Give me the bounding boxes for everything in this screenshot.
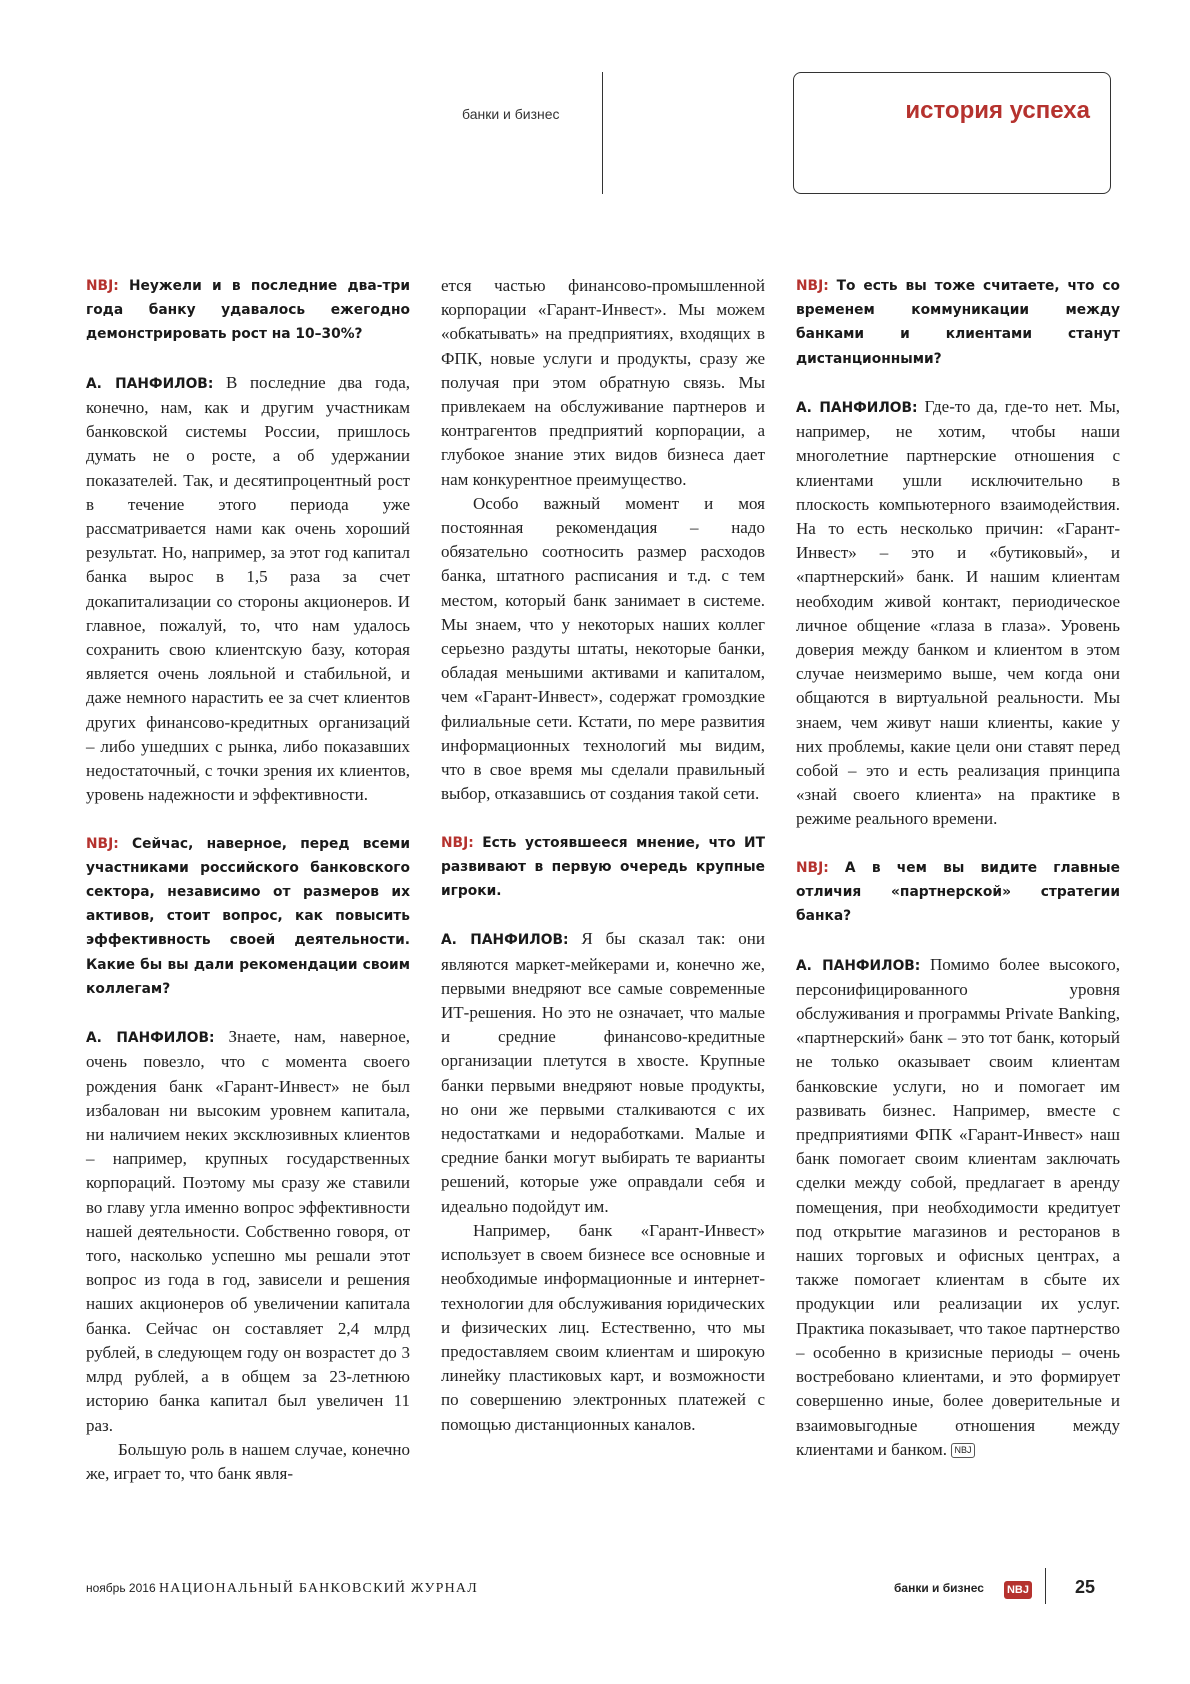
question-text: Сейчас, наверное, перед всеми участниками российского банковского сектора, независимо от размеров их активов, стоит вопрос, как повысить эффективность своей деятельности. Какие бы вы дали рекомендации своим коллегам? [86, 835, 410, 997]
page-number: 25 [1075, 1577, 1096, 1597]
end-mark-icon: NBJ [951, 1443, 975, 1458]
answer-text: Помимо более высокого, персонифицированного уровня обслуживания и программы Private Banking, «партнерский» банк – это тот банк, который не только оказывает своим клиентам банковские услуги, но и помогает им развивать бизнес. Например, вместе с предприятиями ФПК «Гарант-Инвест» наш банк помогает своим клиентам заключать сделки между собой, предлагает в аренду помещения, при необходимости кредитует под открытие магазинов и ресторанов в наших торговых и офисных центрах, а также помогает клиентам в сбыте их продукции или реализации их услуг. Практика показывает, что такое партнерство – особенно в кризисные периоды – очень востребовано клиентами, и это формирует совершенно иные, более доверительные и взаимовыгодные отношения между клиентами и банком. [796, 954, 1120, 1459]
rubric-title: история успеха [905, 97, 1090, 124]
footer-divider [1045, 1568, 1046, 1604]
journal-name: НАЦИОНАЛЬНЫЙ БАНКОВСКИЙ ЖУРНАЛ [158, 1581, 478, 1596]
question-4 [796, 274, 1120, 371]
footer-left [86, 1581, 478, 1597]
issue-date: ноябрь 2016 [86, 1581, 156, 1595]
speaker-tag: NBJ: [441, 834, 474, 851]
answer-4 [796, 395, 1120, 832]
speaker-name: А. ПАНФИЛОВ: [796, 400, 918, 416]
answer-text: Знаете, нам, наверное, очень повезло, что с момента своего рождения банк «Гарант-Инвест» не был избалован ни высоким уровнем капитала, ни наличием неких эксклюзивных клиентов – например, крупных государственных корпораций. Поэтому мы сразу же ставили во главу угла именно вопрос эффективности нашей деятельности. Собственно говоря, от того, насколько успешно мы решали этот вопрос из года в год, зависели и решения наших акционеров об увеличении капитала банка. Сейчас он составляет 2,4 млрд рублей, в следующем году он возрастет до 3 млрд рублей, а в общем за 23-летнюю историю банка капитал был увеличен 11 раз. [86, 1027, 410, 1435]
nbj-logo: NBJ [1004, 1581, 1032, 1599]
speaker-tag: NBJ: [796, 278, 829, 294]
paragraph: Особо важный момент и моя постоянная рекомендация – надо обязательно соотносить размер расходов банка, штатного расписания и т.д. с тем местом, который банк занимает в системе. Мы знаем, что у некоторых наших коллег серьезно раздуты штаты, некоторые банки, обладая меньшими активами и капиталом, чем «Гарант-Инвест», содержат громоздкие филиальные сети. Кстати, по мере развития информационных технологий мы видим, что в свое время мы сделали правильный выбор, отказавшись от создания такой сети. [441, 493, 765, 804]
paragraph: Например, банк «Гарант-Инвест» использует в своем бизнесе все основные и необходимые информационные и интернет-технологии для обслуживания юридических и физических лиц. Естественно, что мы предоставляем своим клиентам и широкую линейку пластиковых карт, и возможности по совершению электронных платежей с помощью дистанционных каналов. [441, 1220, 765, 1434]
footer-section: банки и бизнес [894, 1581, 984, 1595]
paragraph: ется частью финансово-промышленной корпорации «Гарант-Инвест». Мы можем «обкатывать» на предприятиях, входящих в ФПК, новые услуги и продукты, сразу же получая при этом обратную связь. Мы привлекаем на обслуживание партнеров и контрагентов предприятий корпорации, а глубокое знание этих видов бизнеса дает нам конкурентное преимущество. [441, 276, 765, 489]
answer-2 [86, 1025, 410, 1437]
answer-text: Где-то да, где-то нет. Мы, например, не хотим, чтобы наши многолетние партнерские отношения с клиентами ушли исключительно в плоскость компьютерного взаимодействия. На то есть несколько причин: «Гарант-Инвест» – это и «бутиковый», и «партнерский» банк. И нашим клиентам необходим живой контакт, периодическое личное общение «глаза в глаза». Уровень доверия между банком и клиентом в этом случае неизмеримо выше, чем когда они общаются в виртуальной реальности. Мы знаем, чем живут наши клиенты, какие у них проблемы, какие цели они ставят перед собой – это и есть реализация принципа «знай своего клиента» на практике в режиме реального времени. [796, 397, 1121, 829]
answer-5 [796, 953, 1120, 1462]
speaker-name: А. ПАНФИЛОВ: [441, 932, 569, 949]
speaker-name: А. ПАНФИЛОВ: [86, 1030, 215, 1047]
section-label: банки и бизнес [462, 106, 560, 122]
speaker-name: А. ПАНФИЛОВ: [86, 375, 214, 392]
speaker-tag: NBJ: [86, 278, 119, 294]
speaker-tag: NBJ: [796, 859, 829, 876]
question-text: То есть вы тоже считаете, что со временем коммуникации между банками и клиентами станут дистанционными? [796, 278, 1120, 367]
question-5 [796, 856, 1120, 929]
answer-text: Я бы сказал так: они являются маркет-мейкерами и, конечно же, первыми внедряют все самые современные ИТ-решения. Но это не означает, что малые и средние финансово-кредитные организации плетутся в хвосте. Крупные банки первыми внедряют новые продукты, но они же первыми сталкиваются с их недостатками и недоработками. Малые и средние банки могут выбирать те варианты решений, которые уже оправдали себя и идеально подойдут им. [441, 929, 765, 1216]
rubric-box [793, 72, 1111, 194]
column-2 [441, 274, 765, 1437]
question-text: Есть устоявшееся мнение, что ИТ развивают в первую очередь крупные игроки. [441, 834, 765, 900]
question-3 [441, 831, 765, 904]
answer-1 [86, 371, 410, 808]
column-3 [796, 274, 1120, 1462]
question-text: Неужели и в последние два-три года банку удавалось ежегодно демонстрировать рост на 10–30%? [86, 278, 410, 343]
column-1 [86, 274, 410, 1486]
question-1 [86, 274, 410, 347]
speaker-tag: NBJ: [86, 835, 119, 852]
header-divider [602, 72, 603, 194]
answer-text: В последние два года, конечно, нам, как и другим участникам банковской системы России, пришлось думать не о росте, а об удержании показателей. Так, и десятипроцентный рост в течение этого периода уже рассматривается нами как очень хороший результат. Но, например, за этот год капитал банка вырос в 1,5 раза за счет докапитализации со стороны акционеров. И главное, пожалуй, то, что нам удалось сохранить свою клиентскую базу, которая является очень лояльной и стабильной, и даже немного нарастить ее за счет клиентов других финансово-кредитных организаций – либо ушедших с рынка, либо показавших недостаточный, с точки зрения их клиентов, уровень надежности и эффективности. [86, 372, 410, 805]
paragraph: Большую роль в нашем случае, конечно же, играет то, что банк явля- [86, 1439, 410, 1483]
speaker-name: А. ПАНФИЛОВ: [796, 957, 921, 974]
answer-3 [441, 927, 765, 1218]
question-text: А в чем вы видите главные отличия «партнерской» стратегии банка? [796, 859, 1120, 925]
question-2 [86, 832, 410, 1001]
